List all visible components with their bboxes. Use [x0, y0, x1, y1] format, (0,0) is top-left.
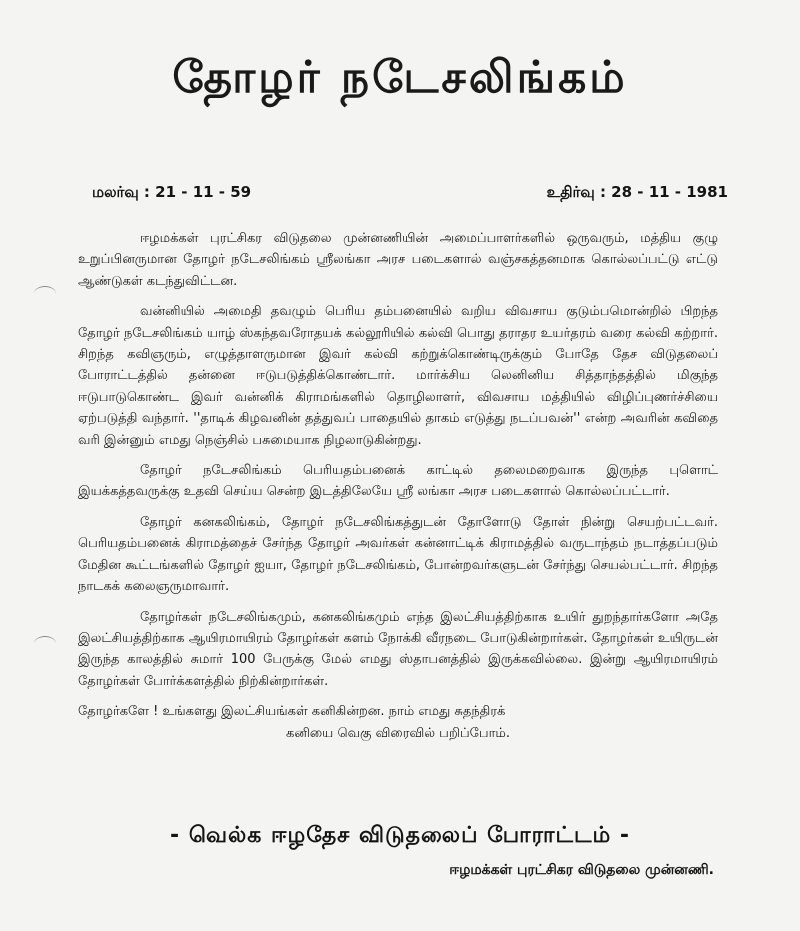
slogan: - வெல்க ஈழதேச விடுதலைப் போராட்டம் -	[170, 823, 630, 848]
document-body	[78, 228, 718, 744]
paragraph: ஈழமக்கள் புரட்சிகர விடுதலை முன்னணியின் அமைப்பாளர்களில் ஒருவரும், மத்திய குழு உறுப்பினருமான தோழர் நடேசலிங்கம் ஸ்ரீலங்கா அரச படைகளால் வஞ்சகத்தனமாக கொல்லப்பட்டு எட்டு ஆண்டுகள் கடந்துவிட்டன.	[78, 231, 718, 289]
document-title: தோழர் நடேசலிங்கம்	[172, 52, 628, 103]
death-date: உதிர்வு : 28 - 11 - 1981	[546, 183, 728, 201]
paper-mark	[34, 286, 56, 301]
closing-line: கனியை வெகு விரைவில் பறிப்போம்.	[286, 725, 510, 741]
signature: ஈழமக்கள் புரட்சிகர விடுதலை முன்னணி.	[449, 862, 714, 878]
paragraph: தோழர்கள் நடேசலிங்கமும், கனகலிங்கமும் எந்த இலட்சியத்திற்காக உயிர் துறந்தார்களோ அதே இலட்சியத்திற்காக ஆயிரமாயிரம் தோழர்கள் களம் நோக்கி வீரநடை போடுகின்றார்கள். தோழர்கள் உயிருடன் இருந்த காலத்தில் சுமார் 100 பேருக்கு மேல் எமது ஸ்தாபனத்தில் இருக்கவில்லை. இன்று ஆயிரமாயிரம் தோழர்கள் போர்க்களத்தில் நிற்கின்றார்கள்.	[78, 609, 718, 689]
paragraph: வன்னியில் அமைதி தவழும் பெரிய தம்பனையில் வறிய விவசாய குடும்பமொன்றில் பிறந்த தோழர் நடேசலிங்கம் யாழ் ஸ்கந்தவரோதயக் கல்லூரியில் கல்வி பொது தராதர உயர்தரம் வரை கல்வி கற்றார். சிறந்த கவிஞரும், எழுத்தாளருமான இவர் கல்வி கற்றுக்கொண்டிருக்கும் போதே தேச விடுதலைப் போராட்டத்தில் தன்னை ஈடுபடுத்திக்கொண்டார். மார்க்சிய லெனினிய சித்தாந்தத்தில் மிகுந்த ஈடுபாடுகொண்ட இவர் வன்னிக் கிராமங்களில் தொழிலாளர், விவசாய மத்தியில் விழிப்புணர்ச்சியை ஏற்படுத்தி வந்தார். ''தாடிக் கிழவனின் தத்துவப் பாதையில் தாகம் எடுத்து நடப்பவன்'' என்ற அவரின் கவிதை வரி இன்னும் எமது நெஞ்சில் பசுமையாக நிழலாடுகின்றது.	[78, 304, 718, 448]
birth-date: மலர்வு : 21 - 11 - 59	[92, 183, 252, 201]
paper-mark	[34, 636, 56, 651]
closing-line: தோழர்களே ! உங்களது இலட்சியங்கள் கனிகின்றன. நாம் எமது சுதந்திரக்	[78, 704, 506, 720]
paragraph: தோழர் கனகலிங்கம், தோழர் நடேசலிங்கத்துடன் தோளோடு தோள் நின்று செயற்பட்டவர். பெரியதம்பனைக் கிராமத்தைச் சேர்ந்த தோழர் அவர்கள் கன்னாட்டிக் கிராமத்தில் வருடாந்தம் நடாத்தப்படும் மேதின கூட்டங்களில் தோழர் ஐயா, தோழர் நடேசலிங்கம், போன்றவர்களுடன் சேர்ந்து செயல்பட்டார். சிறந்த நாடகக் கலைஞருமாவார்.	[78, 514, 718, 595]
paragraph: தோழர் நடேசலிங்கம் பெரியதம்பனைக் காட்டில் தலைமறைவாக இருந்த புளொட் இயக்கத்தவருக்கு உதவி செய்ய சென்ற இடத்திலேயே ஸ்ரீ லங்கா அரச படைகளால் கொல்லப்பட்டார்.	[78, 463, 718, 500]
